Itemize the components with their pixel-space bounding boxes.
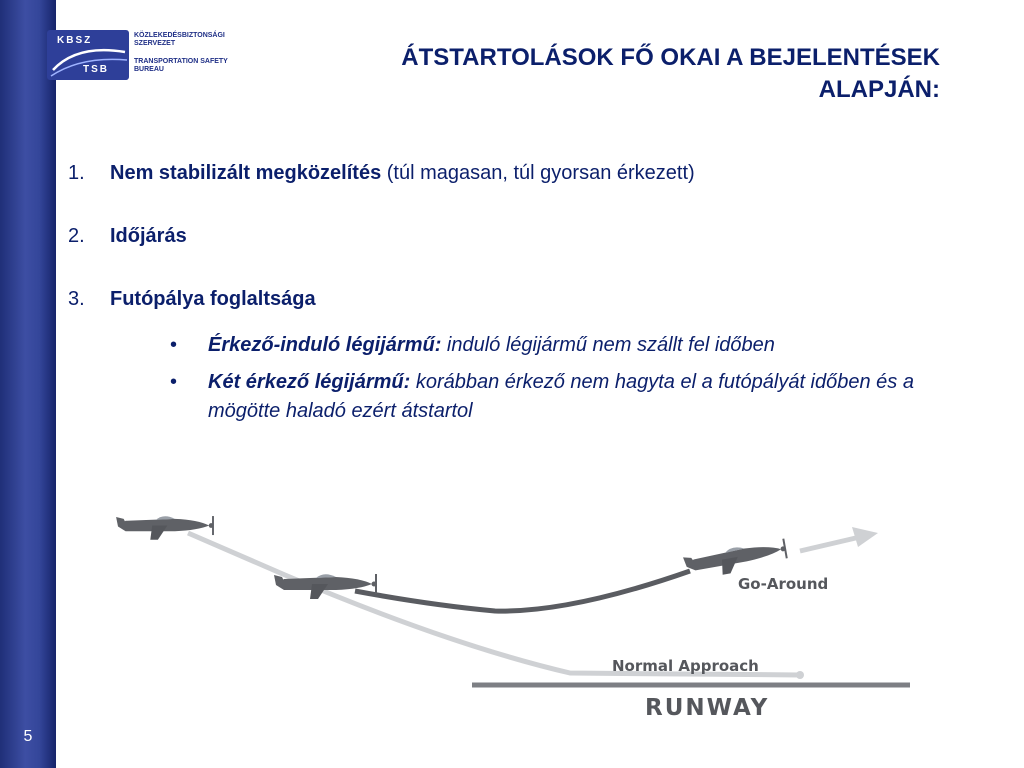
list-item: [66, 286, 966, 312]
bullet-dot: •: [170, 334, 178, 356]
go-around-path: [355, 571, 690, 611]
item-number: 3.: [68, 288, 85, 310]
touchdown-dot: [796, 671, 804, 679]
item-detail: (túl magasan, túl gyorsan érkezett): [381, 162, 695, 184]
runway-label: RUNWAY: [645, 695, 770, 721]
go-around-label: Go-Around: [738, 575, 829, 593]
title-line-2: ALAPJÁN:: [818, 76, 940, 103]
logo-line-2: SZERVEZET: [134, 40, 176, 47]
go-around-diagram: [100, 495, 930, 725]
item-heading: Időjárás: [110, 225, 187, 247]
normal-approach-path: [188, 533, 800, 675]
logo-line-1: KÖZLEKEDÉSBIZTONSÁGI: [134, 32, 225, 39]
list-item: [66, 160, 966, 186]
normal-approach-label: Normal Approach: [612, 657, 759, 675]
slide-title: [280, 42, 940, 106]
list-item: [66, 223, 966, 249]
sub-bullet-list: [170, 331, 950, 434]
slide-number: 5: [23, 728, 33, 745]
logo-kbsz-text: KBSZ: [57, 35, 93, 46]
bullet-item: [170, 368, 950, 426]
title-line-1: ÁTSTARTOLÁSOK FŐ OKAI A BEJELENTÉSEK: [401, 44, 940, 71]
bullet-detail: induló légijármű nem szállt fel időben: [441, 334, 775, 356]
bullet-item: [170, 331, 950, 360]
logo-emblem: [47, 30, 129, 80]
kbsz-logo: [47, 30, 233, 82]
item-number: 2.: [68, 225, 85, 247]
sidebar-band: [0, 0, 56, 768]
bullet-dot: •: [170, 371, 178, 393]
bullet-heading: Két érkező légijármű:: [208, 371, 411, 393]
cause-list: [66, 160, 966, 349]
item-number: 1.: [68, 162, 85, 184]
logo-tsb-text: TSB: [83, 64, 109, 75]
logo-line-3: TRANSPORTATION SAFETY: [134, 58, 228, 65]
arrow-head-icon: [852, 527, 878, 547]
logo-org-name: [134, 32, 244, 74]
item-heading: Nem stabilizált megközelítés: [110, 162, 382, 184]
bullet-heading: Érkező-induló légijármű:: [208, 334, 442, 356]
climb-out-line: [800, 537, 860, 551]
bullet-detail: korábban érkező nem hagyta el a futópályát időben és a mögötte haladó ezért átstartol: [208, 371, 914, 422]
item-heading: Futópálya foglaltsága: [110, 288, 316, 310]
logo-line-4: BUREAU: [134, 66, 164, 73]
